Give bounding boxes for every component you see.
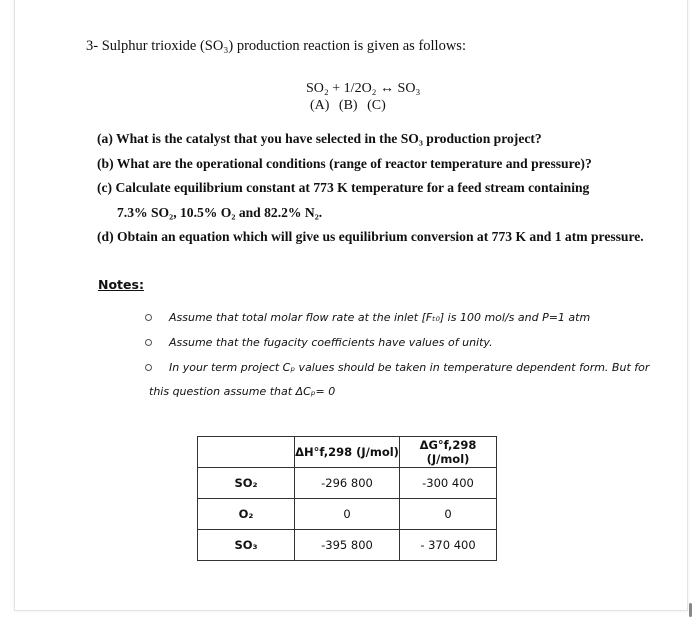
question-d: (d) Obtain an equation which will give us equilibrium conversion at 773 K and 1 atm pressure. — [97, 229, 644, 244]
question-a: (a) What is the catalyst that you have selected in the SO₃ production project? — [97, 131, 542, 146]
note-item: Assume that the fugacity coefficients have values of unity. — [169, 336, 493, 349]
question-c-continued: 7.3% SO₂, 10.5% O₂ and 82.2% N₂. — [117, 205, 323, 220]
notes-heading: Notes: — [98, 277, 144, 292]
table-row — [198, 499, 497, 530]
table-row — [198, 530, 497, 561]
reaction-equation: SO₂ + 1/2O₂ ↔ SO₃ — [306, 81, 421, 96]
enthalpy-cell: -296 800 — [295, 468, 400, 499]
scrollbar-thumb[interactable] — [689, 603, 692, 617]
question-title: 3- Sulphur trioxide (SO₃) production reaction is given as follows: — [86, 38, 466, 54]
question-c: (c) Calculate equilibrium constant at 773 K temperature for a feed stream containing — [97, 180, 590, 195]
note-item: In your term project Cₚ values should be taken in temperature dependent form. But for — [169, 361, 650, 374]
table-header-cell: ΔG°f,298 (J/mol) — [400, 437, 497, 468]
bullet-circle-icon — [145, 314, 152, 321]
gibbs-cell: - 370 400 — [400, 530, 497, 561]
species-cell: SO₃ — [198, 530, 295, 561]
enthalpy-cell: -395 800 — [295, 530, 400, 561]
species-cell: SO₂ — [198, 468, 295, 499]
table-header-cell: ΔH°f,298 (J/mol) — [295, 437, 400, 468]
note-item-continued: this question assume that ΔCₚ= 0 — [149, 385, 336, 398]
gibbs-cell: 0 — [400, 499, 497, 530]
reaction-labels: (A) (B) (C) — [310, 98, 386, 113]
species-cell: O₂ — [198, 499, 295, 530]
bullet-circle-icon — [145, 364, 152, 371]
note-item: Assume that total molar flow rate at the inlet [Fₜ₀] is 100 mol/s and P=1 atm — [169, 311, 591, 324]
gibbs-cell: -300 400 — [400, 468, 497, 499]
enthalpy-cell: 0 — [295, 499, 400, 530]
thermo-data-table — [197, 436, 497, 561]
table-row — [198, 468, 497, 499]
table-header-row — [198, 437, 497, 468]
bullet-circle-icon — [145, 339, 152, 346]
table-header-cell — [198, 437, 295, 468]
question-b: (b) What are the operational conditions (range of reactor temperature and pressure)? — [97, 156, 592, 171]
